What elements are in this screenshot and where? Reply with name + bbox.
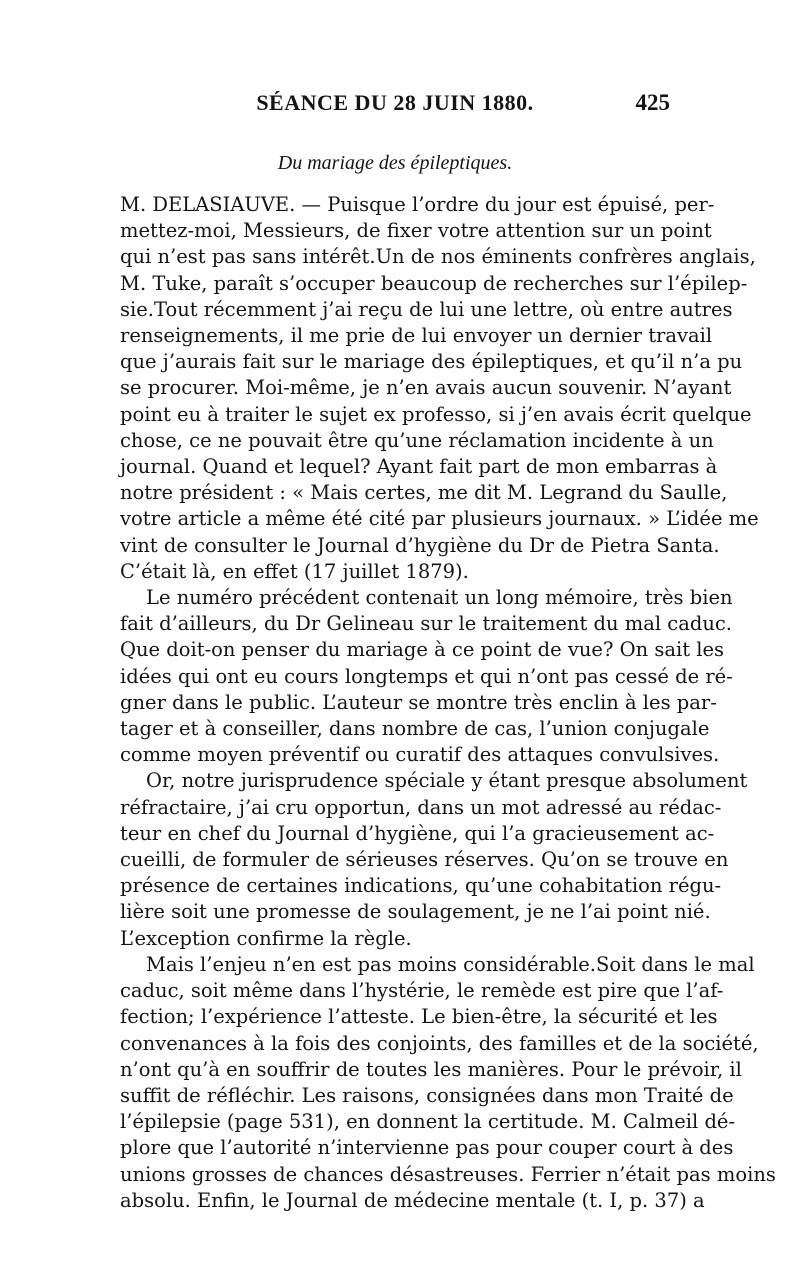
text-line: comme moyen préventif ou curatif des attaques convulsives. [120,743,720,767]
text-line: Mais l’enjeu n’en est pas moins considérable.Soit dans le mal [146,952,755,976]
text-line: Que doit-on penser du mariage à ce point de vue? On sait les [120,638,725,662]
section-title: Du mariage des épileptiques. [277,152,513,174]
text-line: convenances à la fois des conjoints, des familles et de la société, [120,1031,759,1055]
text-line: présence de certaines indications, qu’une cohabitation régu- [120,874,722,898]
text-line: M. Tuke, paraît s’occuper beaucoup de recherches sur l’épilep- [120,271,748,295]
text-line: l’épilepsie (page 531), en donnent la certitude. M. Calmeil dé- [120,1110,736,1134]
text-line: caduc, soit même dans l’hystérie, le remède est pire que l’af- [120,979,724,1003]
text-line: journal. Quand et lequel? Ayant fait part de mon embarras à [120,455,718,479]
page-number: 425 [635,90,670,115]
text-line: renseignements, il me prie de lui envoyer un dernier travail [120,324,713,348]
text-line: réfractaire, j’ai cru opportun, dans un mot adressé au rédac- [120,795,722,819]
text-line: tager et à conseiller, dans nombre de cas, l’union conjugale [120,717,710,741]
text-line: qui n’est pas sans intérêt.Un de nos éminents confrères anglais, [120,245,756,269]
text-line: gner dans le public. L’auteur se montre très enclin à les par- [120,690,717,714]
text-line: chose, ce ne pouvait être qu’une réclamation incidente à un [120,428,714,452]
text-line: teur en chef du Journal d’hygiène, qui l’a gracieusement ac- [120,821,715,845]
text-line: L’exception confirme la règle. [120,926,412,950]
text-line: lière soit une promesse de soulagement, je ne l’ai point nié. [120,900,711,924]
text-line: idées qui ont eu cours longtemps et qui n’ont pas cessé de ré- [120,664,733,688]
text-line: C’était là, en effet (17 juillet 1879). [120,559,469,583]
text-line: votre article a même été cité par plusieurs journaux. » L’idée me [120,507,759,531]
body-text [120,192,776,1214]
text-line: absolu. Enfin, le Journal de médecine mentale (t. I, p. 37) a [120,1188,705,1212]
text-line: M. DELASIAUVE. — Puisque l’ordre du jour est épuisé, per- [120,193,715,216]
text-line: Le numéro précédent contenait un long mémoire, très bien [146,586,733,610]
text-line: n’ont qu’à en souffrir de toutes les manières. Pour le prévoir, il [120,1057,742,1081]
text-line: unions grosses de chances désastreuses. Ferrier n’était pas moins [120,1162,776,1186]
text-line: fait d’ailleurs, du Dr Gelineau sur le traitement du mal caduc. [120,612,733,636]
text-line: Or, notre jurisprudence spéciale y étant presque absolument [146,769,748,793]
text-line: fection; l’expérience l’atteste. Le bien-être, la sécurité et les [120,1005,718,1029]
text-line: vint de consulter le Journal d’hygiène du Dr de Pietra Santa. [120,533,720,557]
text-line: cueilli, de formuler de sérieuses réserves. Qu’on se trouve en [120,848,729,872]
text-line: que j’aurais fait sur le mariage des épileptiques, et qu’il n’a pu [120,350,743,374]
text-line: sie.Tout récemment j’ai reçu de lui une lettre, où entre autres [120,297,733,321]
running-title: SÉANCE DU 28 JUIN 1880. [256,90,534,115]
text-line: point eu à traiter le sujet ex professo, si j’en avais écrit quelque [120,402,752,426]
running-header [120,90,670,122]
text-line: plore que l’autorité n’intervienne pas pour couper court à des [120,1136,734,1160]
text-line: notre président : « Mais certes, me dit M. Legrand du Saulle, [120,481,728,505]
text-line: se procurer. Moi-même, je n’en avais aucun souvenir. N’ayant [120,376,732,400]
text-line: mettez-moi, Messieurs, de fixer votre attention sur un point [120,219,712,243]
text-line: suffit de réfléchir. Les raisons, consignées dans mon Traité de [120,1083,734,1107]
